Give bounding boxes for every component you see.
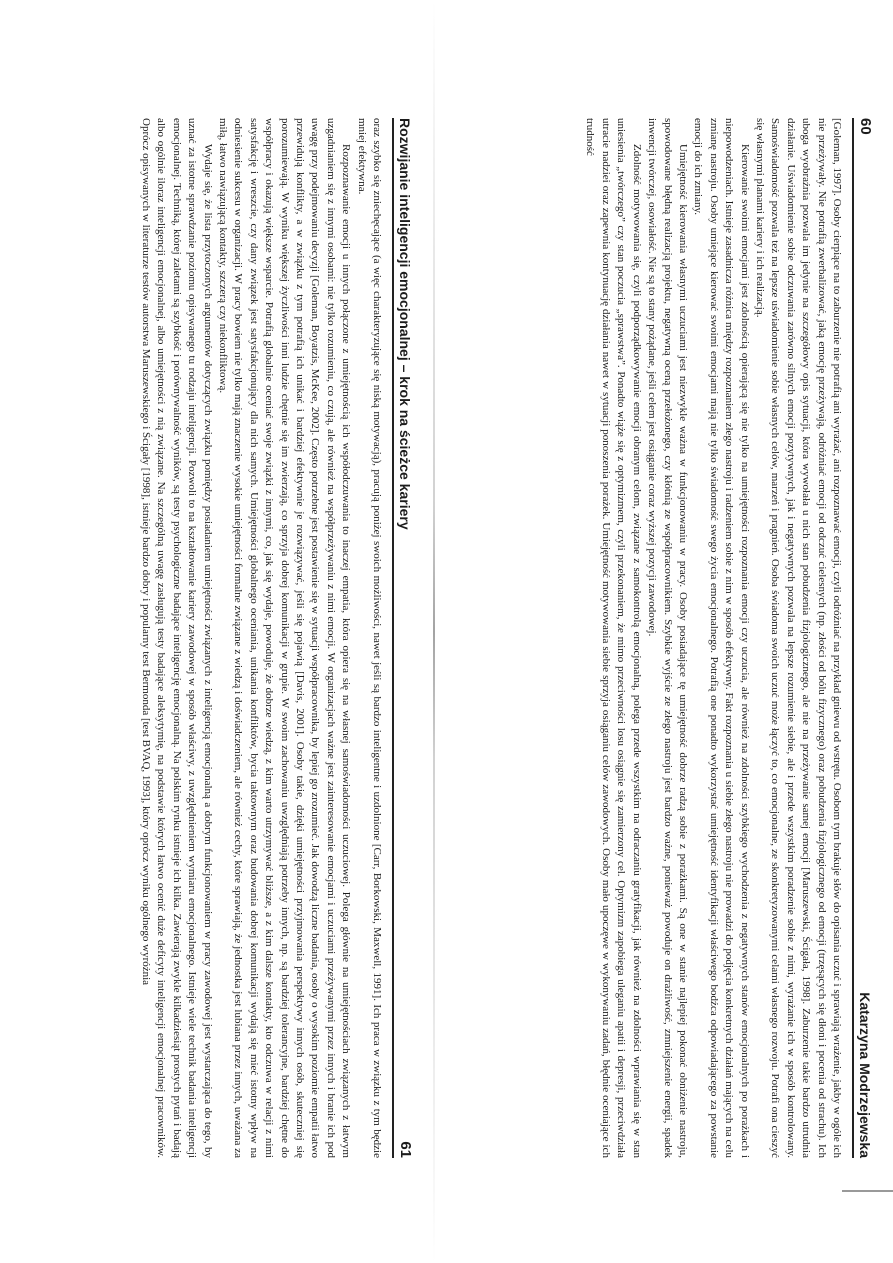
paragraph: Umiejętność kierowania własnymi uczuciami jest niezwykle ważna w funkcjonowaniu w pracy. Osoby posiadające tę umiejętność dobrze radzą sobie z porażkami. Są one w stanie najlepiej pokonać obniżenie nastroju, spowodowane błędną realizacją projektu, negatywną oceną przełożonego, czy kłótnią ze współpracownikiem. Szybkie wyjście ze złego nastroju jest bardzo ważne, ponieważ powoduje on drażliwość, zmniejszenie energii, spadek inwencji twórczej, osowiałość. Nie są to stany pożądane, jeśli celem jest osiąganie coraz wyższej pozycji zawodowej. — [646, 118, 689, 1158]
paragraph: Zdolność motywowania się, czyli podporządkowywanie emocji obranym celom, związane z samokontrolą emocjonalną, polega przede wszystkim na odraczaniu gratyfikacji, jak również na zdolności wprawiania się w stan uniesienia „twórczego” czy stan poczucia „sprawstwa”. Ponadto wiąże się z optymizmem, czyli przekonaniem, że mimo przeciwności losu osiągnie się zamierzony cel. Optymizm zapobiega uleganiu apatii i depresji, przeciwdziała utracie nadziei oraz zapewnia kontynuację działania nawet w sytuacji ponoszenia porażek. Umiejętność motywowania siebie sprzyja osiąganiu celów zawodowych. Osoby mało upoczęwe w wykonywaniu zadań, błędnie oceniające ich trudność — [584, 118, 643, 1158]
paragraph: Rozpoznawanie emocji u innych połączone z umiejętnością ich współodczuwania to inaczej empatia, która opiera się na własnej samoświadomości uczuciowej. Polega głównie na umiejętnościach związanych z łatwym uzgadnianiem się z innymi osobami: nie tylko rozumieniu, co czują, ale również na współprzeżywaniu z nimi emocji. W organizacjach ważne jest zainteresowanie emocjami i uczuciami przeżywanymi przez innych i branie ich pod uwagę przy podejmowaniu decyzji [Goleman, Boyatzis, McKee, 2002]. Często potrzebne jest postawienie się w sytuacji współpracownika, by lepiej go zrozumieć. Jak dowodzą liczne badania, osoby o wysokim poziomie empatii łatwo przewidują konflikty, a w związku z tym potrafią ich unikać i bardziej efektywnie je rozwiązywać, jeśli się pojawią [Davis, 2001]. Osoby takie, dzięki umiejętności przyjmowania perspektywy innych osób, skuteczniej się porozumiewają. W wyniku większej życzliwości inni ludzie chętnie się im zwierzają, co sprzyja dobrej komunikacji w grupie. W swoim zachowaniu uwzględniają potrzeby innych, np. są bardziej tolerancyjne, bardziej chętne do współpracy i okazują większe wsparcie. Potrafią globalnie oceniać swoje związki z innymi, co, jak się wydaje, powoduje, że dobrze wiedzą, z kim warto utrzymywać bliższe, a z kim dalsze kontakty, kto odczuwa w relacji z nimi satysfakcję i wreszcie, czy dany związek jest satysfakcjonujący dla nich samych. Umiejętności globalnego oceniania, unikania konfliktów, bycia taktownym oraz budowania dobrej komunikacji wydają się mieć istotny wpływ na odniesienie sukcesu w organizacji. W pracy bowiem nie tylko mają znaczenie wysokie umiejętności formalne związane z wiedzą i doświadczeniem, ale również cechy, które sprawiają, że jednostka jest lubiana przez innych, uważana za miłą, łatwo nawiązującą kontakty, szczerą czy niekonfliktową. — [216, 118, 353, 1158]
running-header — [852, 118, 874, 1158]
paragraph: Wydaje się, że lista przytoczonych argumentów dotyczących związku pomiędzy posiadaniem umiejętności związanych z inteligencją emocjonalną a dobrym funkcjonowaniem w pracy zawodowej jest wystarczająca do tego, by uznać za istotne sprawdzanie poziomu opisywanego tu rodzaju inteligencji. Pozwoli to na kształtowanie kariery zawodowej w sposób właściwy, z uwzględnieniem wymiaru emocjonalnego. Istnieje wiele technik badania inteligencji emocjonalnej. Techniką, której zaletami są szybkość i porównywalność wyników, są testy psychologiczne badające inteligencję emocjonalną. Na polskim rynku istnieje ich kilka. Zawierają zwykle kilkadziesiąt prostych pytań i badają albo ogólnie iloraz inteligencji emocjonalnej, albo umiejętności z nią związane. Na szczególną uwagę zasługują testy badające aleksytymię, na podstawie których łatwo ocenić duże deficyty inteligencji emocjonalnej pracowników. Oprócz opisywanych w literaturze testów autorstwa Maruszewskiego i Ścigały [1998], istnieje bardzo dobry i popularny test Bermonda [test BVAQ, 1993], który oprócz wyniku ogólnego wyróżnia — [139, 118, 214, 1158]
running-header — [392, 118, 414, 1158]
page-body — [138, 118, 385, 1158]
page-body — [582, 118, 844, 1158]
page-number: 60 — [857, 118, 874, 135]
paragraph: Kierowanie swoimi emocjami jest zdolnością opierającą się nie tylko na umiejętności rozpoznania emocji czy uczucia, ale również na zdolności szybkiego wychodzenia z negatywnych stanów emocjonalnych po porażkach i niepowodzeniach. Istnieje zasadnicza różnica między rozpoznaniem złego nastroju i radzeniem sobie z nim w sposób efektywny. Fakt rozpoznania u siebie złego nastroju nie prowadzi do podjęcia konkretnych działań mających na celu zmianę nastroju. Osoby umiejące kierować swoimi emocjami mają nie tylko świadomość swego życia emocjonalnego. Potrafią one ponadto wykorzystać umiejętność identyfikacji właściwego bodźca odpowiadającego za powstanie emocji do ich zmiany. — [692, 118, 751, 1158]
page-number: 61 — [397, 1141, 414, 1158]
left-page — [460, 0, 890, 1263]
right-page — [0, 0, 430, 1263]
paragraph: oraz szybko się zniechęcające (a więc charakteryzujące się niską motywacją), pracują poniżej swoich możliwości, nawet jeśli są bardzo inteligentne i uzdolnione [Carr, Borkowski, Maxwell, 1991]. Ich praca w związku z tym będzie mniej efektywna. — [355, 118, 383, 1158]
page-gutter — [433, 0, 435, 1263]
paragraph: [Goleman, 1997]. Osoby cierpiące na to zaburzenie nie potrafią ani wyrażać, ani rozpoznawać emocji, czyli odróżniać na przykład gniewu od wstrętu. Osobom tym brakuje słów do opisania uczuć i sprawiają wrażenie, jakby w ogóle ich nie przeżywały. Nie potrafią zwerbalizować, jaką emocję przeżywają, odróżniać emocji od odczuć cielesnych (np. złości od bólu fizycznego) oraz pobudzenia fizjologicznego od emocji (trzęsących się dłoni i pocenia od strachu). Ich uboga wyobraźnia pozwala im jedynie na szczegółowy opis sytuacji, która wywołała u nich stan pobudzenia fizjologicznego, ale nie na przeżywanie samej emocji [Maruszewski, Ścigała, 1998]. Zaburzenie takie bardzo utrudnia działanie. Uświadomienie sobie odczuwania zarówno silnych emocji pozytywnych, jak i negatywnych pozwala na lepsze rozumienie siebie, ale i przede wszystkim poradzenie sobie z nimi, wyrażanie ich w sposób kontrolowany. Samoświadomość pozwala też na lepsze uświadomienie sobie własnych celów, marzeń i pragnień. Osoba świadoma swoich uczuć może łączyć to, co emocjonalne, ze skonkretyzowanymi celami własnego rozwoju. Potrafi ona cieszyć się własnymi planami kariery i ich realizacją. — [753, 118, 843, 1158]
running-title: Katarzyna Modrzejewska — [857, 992, 873, 1158]
running-title: Rozwijanie inteligencji emocjonalnej – krok na ścieżce kariery — [397, 118, 413, 530]
